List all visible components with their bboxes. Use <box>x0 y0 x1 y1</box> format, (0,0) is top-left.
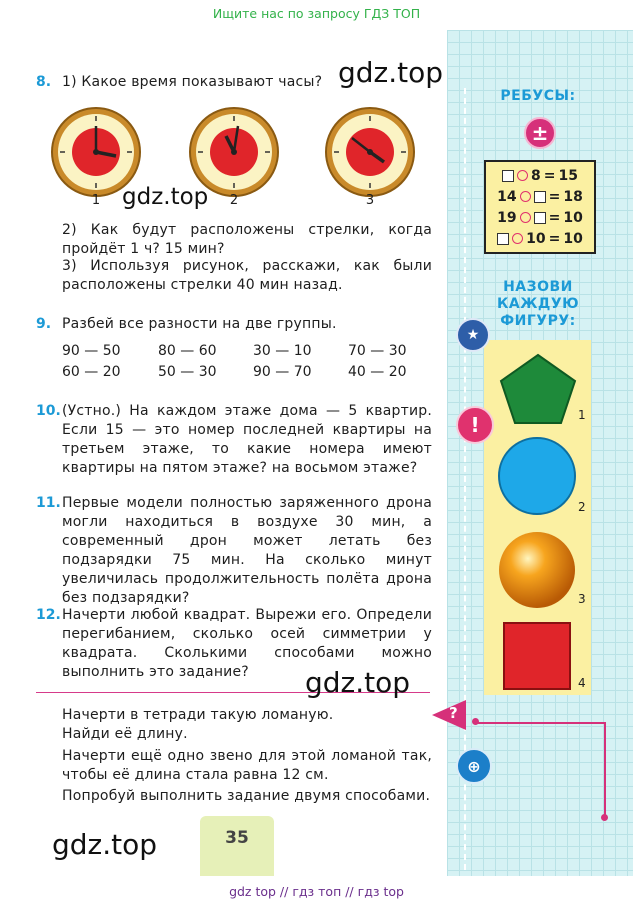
rebus-box <box>484 160 596 254</box>
task-10-number: 10. <box>36 403 61 419</box>
task-11-text: Первые модели полностью заряженного дрона могли находиться в воздухе 30 мин, а современный дрон может летать без подзарядки 75 мин. На сколько минут увеличилась продолжительность полёта дрона без подзарядки? <box>62 495 432 606</box>
rebus-value: 8 <box>531 167 541 184</box>
rebus-eq: = <box>548 230 561 247</box>
task-8-number: 8. <box>36 74 52 90</box>
expr: 90 — 50 <box>62 343 121 359</box>
watermark: gdz.top <box>52 828 158 861</box>
rebus-eq: = <box>548 209 561 226</box>
sphere-shape <box>497 530 577 610</box>
extra-p4: Попробуй выполнить задание двумя способами. <box>62 788 431 804</box>
shape-label-3: 3 <box>578 592 586 606</box>
expr: 80 — 60 <box>158 343 217 359</box>
rebus-eq: = <box>543 167 556 184</box>
bottom-banner: gdz top // гдз топ // гдз top <box>229 884 404 899</box>
task-8-q1: 1) Какое время показывают часы? <box>62 74 323 90</box>
rebus-row <box>486 207 594 228</box>
plus-minus-icon: ± <box>524 117 556 149</box>
exclamation-icon: ! <box>456 406 494 444</box>
rebus-value: 10 <box>563 209 583 226</box>
page-number: 35 <box>225 828 249 848</box>
clock-3 <box>324 106 416 198</box>
rebus-eq: = <box>548 188 561 205</box>
shapes-title-3: ФИГУРУ: <box>500 313 576 329</box>
pentagon-shape <box>498 352 578 426</box>
extra-p1: Начерти в тетради такую ломаную. <box>62 707 334 723</box>
blank-square-icon <box>534 212 546 224</box>
task-12-text: Начерти любой квадрат. Вырежи его. Определи перегибанием, сколько осей симметрии у квадрата. Сколькими способами можно выполнить это задание? <box>62 607 432 680</box>
task-10-text: (Устно.) На каждом этаже дома — 5 квартир. Если 15 — это номер последней квартиры на третьем этаже, то какие номера имеют квартиры на пятом этаже? на восьмом этаже? <box>62 403 432 476</box>
expr: 50 — 30 <box>158 364 217 380</box>
expr: 40 — 20 <box>348 364 407 380</box>
task-8-q2: 2) Как будут расположены стрелки, когда пройдёт 1 ч? 15 мин? <box>62 222 432 257</box>
blank-square-icon <box>502 170 514 182</box>
task-9-number: 9. <box>36 316 52 332</box>
square-shape <box>503 622 571 690</box>
task-11-number: 11. <box>36 495 61 511</box>
rebus-value: 14 <box>497 188 517 205</box>
rebus-value: 19 <box>497 209 517 226</box>
blank-square-icon <box>497 233 509 245</box>
watermark: gdz.top <box>305 666 411 699</box>
shape-label-2: 2 <box>578 500 586 514</box>
rebus-value: 10 <box>526 230 546 247</box>
clock-label-3: 3 <box>365 193 375 208</box>
operator-circle-icon <box>520 191 531 202</box>
rebus-row <box>486 228 594 249</box>
expr: 30 — 10 <box>253 343 312 359</box>
extra-p2: Найди её длину. <box>62 726 188 742</box>
task-9-text: Разбей все разности на две группы. <box>62 316 337 332</box>
connector-vertical <box>604 722 606 818</box>
circle-shape <box>497 436 577 516</box>
shapes-title-1: НАЗОВИ <box>503 279 573 295</box>
task-12-number: 12. <box>36 607 61 623</box>
task-8-q3: 3) Используя рисунок, расскажи, как были расположены стрелки 40 мин назад. <box>62 258 432 293</box>
connector-horizontal <box>476 722 606 724</box>
expr: 70 — 30 <box>348 343 407 359</box>
rebus-title: РЕБУСЫ: <box>500 88 576 104</box>
rebus-row <box>486 186 594 207</box>
shape-label-4: 4 <box>578 676 586 690</box>
rebus-value: 18 <box>563 188 583 205</box>
clock-label-1: 1 <box>91 193 101 208</box>
question-mark: ? <box>449 704 458 722</box>
page-number-box <box>200 816 274 876</box>
top-banner: Ищите нас по запросу ГДЗ ТОП <box>212 6 421 21</box>
operator-circle-icon <box>520 212 531 223</box>
shape-label-1: 1 <box>578 408 586 422</box>
watermark: gdz.top <box>338 56 444 89</box>
operator-circle-icon <box>512 233 523 244</box>
connector-dot <box>601 814 608 821</box>
blank-square-icon <box>534 191 546 203</box>
expr: 90 — 70 <box>253 364 312 380</box>
rebus-value: 10 <box>563 230 583 247</box>
globe-icon: ⊕ <box>456 748 492 784</box>
rebus-value: 15 <box>558 167 578 184</box>
connector-dot <box>472 718 479 725</box>
shapes-title-2: КАЖДУЮ <box>496 296 580 312</box>
expr: 60 — 20 <box>62 364 121 380</box>
watermark: gdz.top <box>122 184 209 210</box>
stars-icon: ★ <box>456 318 490 352</box>
operator-circle-icon <box>517 170 528 181</box>
extra-p3: Начерти ещё одно звено для этой ломаной так, чтобы её длина стала равна 12 см. <box>62 748 432 783</box>
rebus-row <box>486 165 594 186</box>
clock-label-2: 2 <box>229 193 239 208</box>
